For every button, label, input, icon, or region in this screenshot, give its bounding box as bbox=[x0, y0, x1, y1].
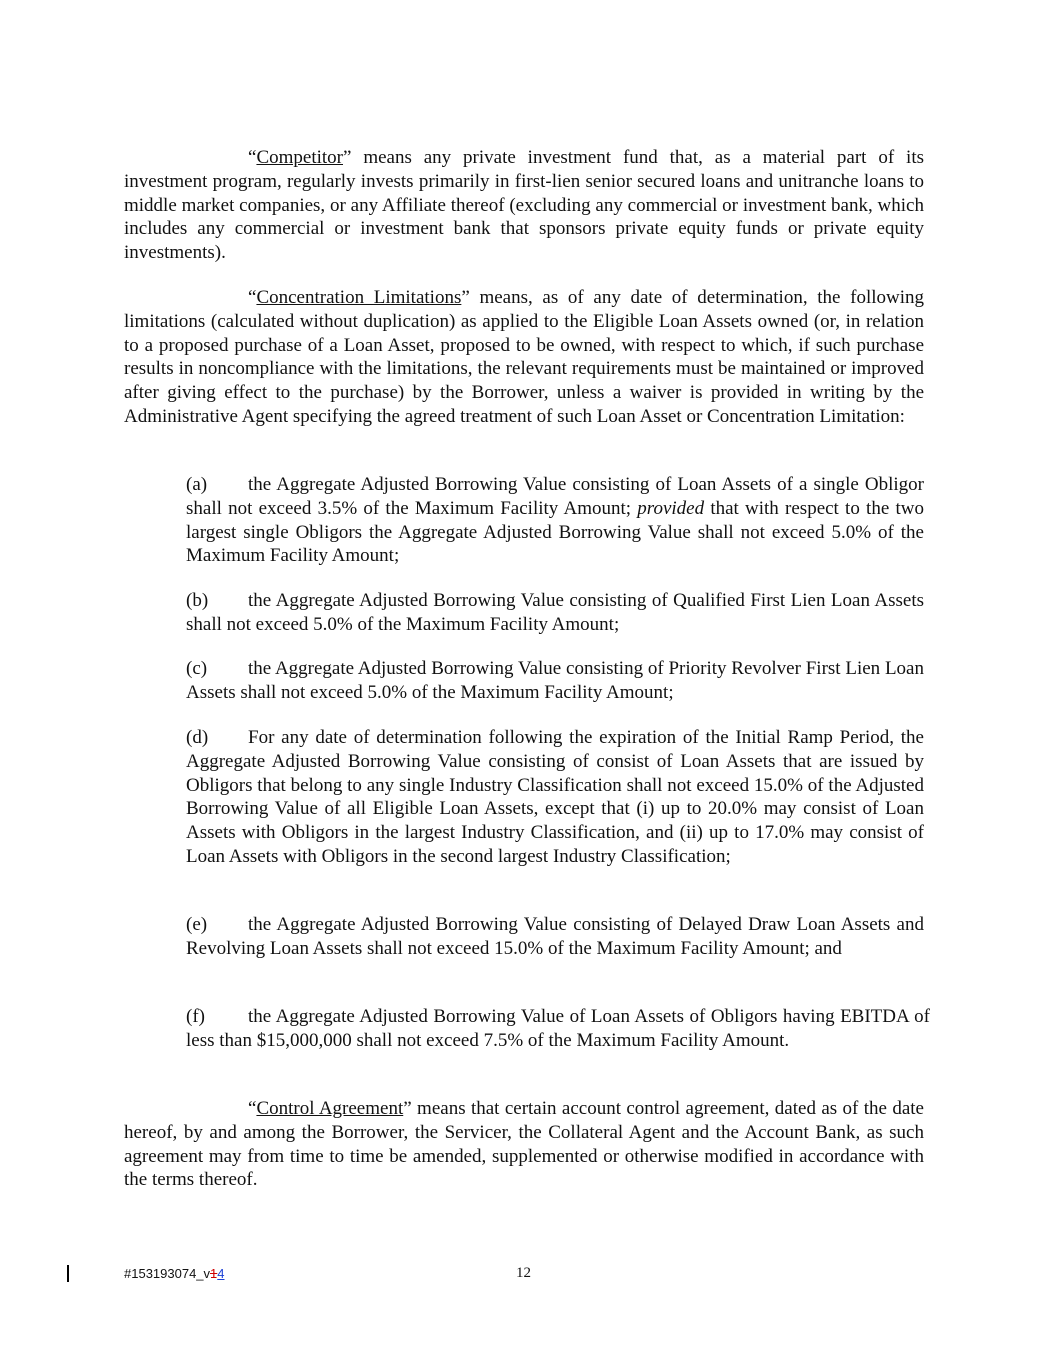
clause-label: (a) bbox=[186, 474, 208, 495]
definition-concentration-limitations: “Concentration Limitations” means, as of any date of determination, the following limitations (calculated without duplication) as applied to the Eligible Loan Assets owned (or, in relation to a proposed purchase of a Loan Asset, proposed to be owned, with respect to which, if such purchase results in noncompliance with the limitations, the relevant requirements must be maintained or improved after giving effect to the purchase) by the Borrower, unless a waiver is provided in writing by the Administrative Agent specifying the agreed treatment of such Loan Asset or Concentration Limitation: bbox=[124, 287, 924, 427]
clause-label: (f) bbox=[186, 1006, 205, 1027]
clause-label: (d) bbox=[186, 727, 209, 748]
document-id: #153193074_v14 bbox=[124, 1266, 225, 1281]
deleted-version: 1 bbox=[210, 1266, 218, 1281]
defined-term-competitor: Competitor bbox=[256, 147, 343, 168]
page-number: 12 bbox=[516, 1265, 531, 1281]
clause-e: (e) the Aggregate Adjusted Borrowing Value consisting of Delayed Draw Loan Assets and Revolving Loan Assets shall not exceed 15.0% of the Maximum Facility Amount; and bbox=[186, 914, 924, 959]
inserted-version: 4 bbox=[217, 1266, 225, 1281]
clause-label: (b) bbox=[186, 590, 209, 611]
defined-term-concentration-limitations: Concentration Limitations bbox=[256, 287, 462, 308]
clause-a: (a) the Aggregate Adjusted Borrowing Value consisting of Loan Assets of a single Obligor shall not exceed 3.5% of the Maximum Facility Amount; provided that with respect to the two largest single Obligors the Aggregate Adjusted Borrowing Value shall not exceed 5.0% of the Maximum Facility Amount; bbox=[186, 474, 924, 567]
clause-b: (b) the Aggregate Adjusted Borrowing Value consisting of Qualified First Lien Loan Assets shall not exceed 5.0% of the Maximum Facility Amount; bbox=[186, 590, 924, 635]
clause-label: (c) bbox=[186, 658, 208, 679]
clause-label: (e) bbox=[186, 914, 208, 935]
clause-c: (c) the Aggregate Adjusted Borrowing Value consisting of Priority Revolver First Lien Loan Assets shall not exceed 5.0% of the Maximum Facility Amount; bbox=[186, 658, 924, 703]
definition-competitor: “Competitor” means any private investment fund that, as a material part of its investment program, regularly invests primarily in first-lien senior secured loans and unitranche loans to middle market companies, or any Affiliate thereof (excluding any commercial or investment bank, which includes any commercial or investment bank that sponsors private equity funds or private equity investments). bbox=[124, 147, 924, 264]
change-bar bbox=[67, 1265, 69, 1282]
clause-d: (d) For any date of determination following the expiration of the Initial Ramp Period, the Aggregate Adjusted Borrowing Value consisting of consist of Loan Assets that are issued by Obligors that belong to any single Industry Classification shall not exceed 15.0% of the Adjusted Borrowing Value of all Eligible Loan Assets, except that (i) up to 20.0% may consist of Loan Assets with Obligors in the largest Industry Classification, and (ii) up to 17.0% may consist of Loan Assets with Obligors in the second largest Industry Classification; bbox=[186, 727, 924, 867]
definition-control-agreement: “Control Agreement” means that certain account control agreement, dated as of the date hereof, by and among the Borrower, the Servicer, the Collateral Agent and the Account Bank, as such agreement may from time to time be amended, supplemented or otherwise modified in accordance with the terms thereof. bbox=[124, 1098, 924, 1191]
clause-f: (f) the Aggregate Adjusted Borrowing Value of Loan Assets of Obligors having EBITDA of less than $15,000,000 shall not exceed 7.5% of the Maximum Facility Amount. bbox=[186, 1006, 930, 1051]
defined-term-control-agreement: Control Agreement bbox=[256, 1098, 404, 1119]
